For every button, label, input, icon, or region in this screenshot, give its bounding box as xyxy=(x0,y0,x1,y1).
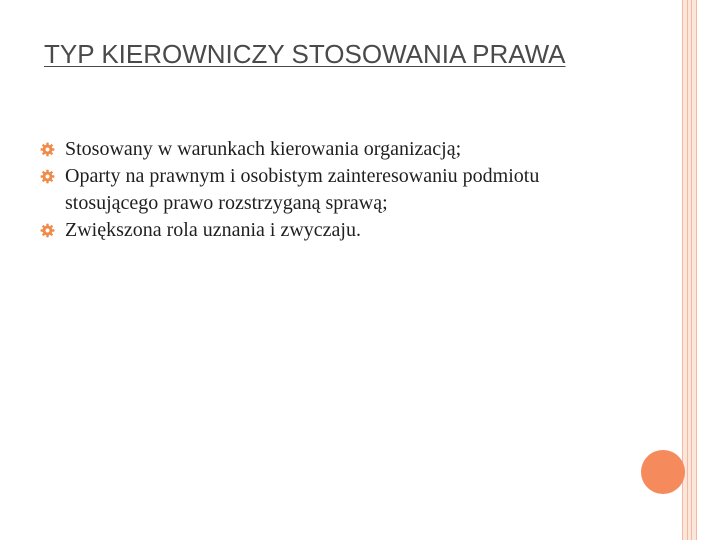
gear-icon xyxy=(40,142,55,157)
bullet-text: Stosowany w warunkach kierowania organizacją; xyxy=(65,138,462,160)
bullet-item xyxy=(40,217,600,244)
bullet-item xyxy=(40,163,600,217)
gear-icon xyxy=(40,223,55,238)
right-stripe-band xyxy=(682,0,696,540)
bullet-item xyxy=(40,136,600,163)
bullet-text: Zwiększona rola uznania i zwyczaju. xyxy=(65,219,361,241)
slide-title: TYP KIEROWNICZY STOSOWANIA PRAWA xyxy=(44,39,566,69)
circle-decoration xyxy=(641,450,685,494)
stripe-line xyxy=(696,0,697,540)
stripe-line xyxy=(687,0,688,540)
bullet-text: Oparty na prawnym i osobistym zainteresowaniu podmiotu stosującego prawo rozstrzyganą sprawą; xyxy=(65,165,540,214)
stripe-line xyxy=(691,0,692,540)
bullet-list xyxy=(40,136,600,244)
stripe-line xyxy=(682,0,683,540)
gear-icon xyxy=(40,169,55,184)
